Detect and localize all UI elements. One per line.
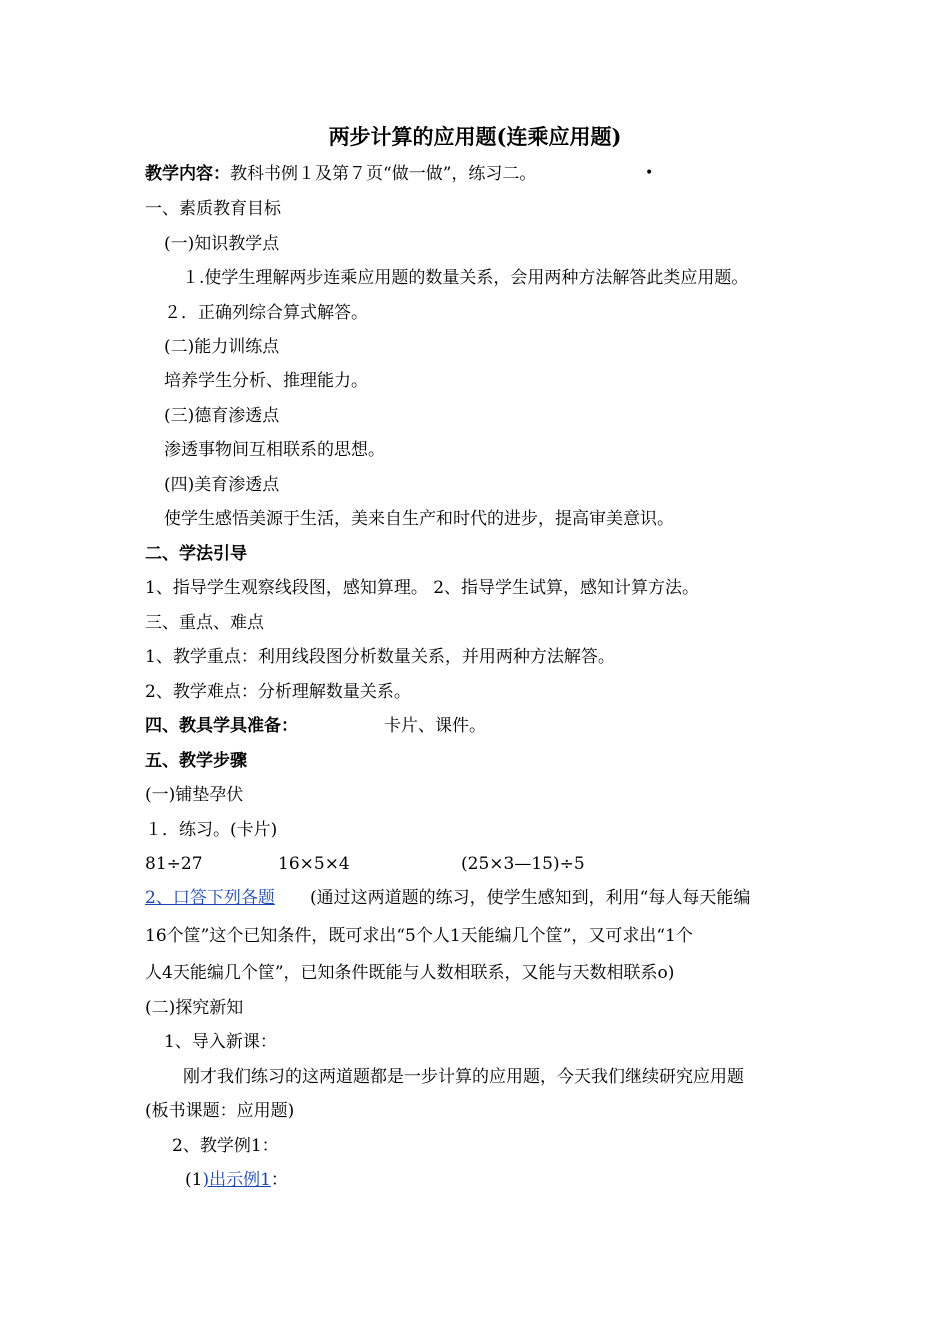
subsection-knowledge: (一)知识教学点: [164, 234, 280, 254]
oral-answer-link[interactable]: 2、口答下列各题: [145, 888, 275, 908]
subsection-aesthetic: (四)美育渗透点: [164, 475, 280, 495]
teaching-content-line: [145, 163, 536, 185]
exercise-3: (25×3—15)÷5: [461, 854, 585, 874]
show-example-suffix: ：: [270, 1170, 288, 1190]
page-title: 两步计算的应用题(连乘应用题): [328, 124, 622, 149]
teaching-content-label: 教学内容：: [145, 164, 230, 184]
subsection-explore: (二)探究新知: [145, 998, 244, 1018]
key-point: 1、教学重点：利用线段图分析数量关系，并用两种方法解答。: [145, 647, 615, 667]
section-heading-2: 二、学法引导: [145, 544, 247, 564]
oral-answer-line: [145, 887, 275, 909]
intro-lesson-text-1: 刚才我们练习的这两道题都是一步计算的应用题，今天我们继续研究应用题: [183, 1067, 744, 1087]
intro-lesson-text-2: (板书课题：应用题): [145, 1101, 295, 1121]
intro-lesson-label: 1、导入新课：: [164, 1032, 277, 1052]
section-heading-3: 三、重点、难点: [145, 613, 264, 633]
subsection-ability: (二)能力训练点: [164, 337, 280, 357]
example-label: 2、教学例1：: [172, 1136, 279, 1156]
difficult-point: 2、教学难点：分析理解数量关系。: [145, 682, 411, 702]
oral-answer-text-1: (通过这两道题的练习，使学生感知到，利用“每人每天能编: [310, 888, 751, 908]
method-guide-text: 1、指导学生观察线段图，感知算理。 2、指导学生试算，感知计算方法。: [145, 578, 700, 598]
section-heading-1: 一、素质教育目标: [145, 199, 281, 219]
subsection-moral: (三)德育渗透点: [164, 406, 280, 426]
section-heading-4-line: [145, 715, 298, 737]
oral-answer-text-2: 16个筐”这个已知条件，既可求出“5个人1天能编几个筐”，又可求出“1个: [145, 926, 693, 946]
teaching-content-text: 教科书例１及第７页“做一做”，练习二。: [230, 164, 537, 184]
exercise-1: 81÷27: [145, 854, 203, 874]
show-example-line: [185, 1169, 288, 1191]
subsection-preparation: (一)铺垫孕伏: [145, 785, 244, 805]
show-example-link[interactable]: )出示例1: [202, 1170, 271, 1190]
knowledge-item-1: １.使学生理解两步连乘应用题的数量关系，会用两种方法解答此类应用题。: [182, 268, 749, 288]
oral-answer-text-3: 人4天能编几个筐”，已知条件既能与人数相联系，又能与天数相联系o): [145, 963, 675, 983]
exercise-2: 16×5×4: [278, 854, 350, 874]
bullet-mark: •: [645, 165, 654, 181]
section-heading-4: 四、教具学具准备：: [145, 716, 298, 736]
teaching-aids-text: 卡片、课件。: [384, 716, 486, 736]
moral-text: 渗透事物间互相联系的思想。: [164, 440, 385, 460]
aesthetic-text: 使学生感悟美源于生活，美来自生产和时代的进步，提高审美意识。: [164, 509, 674, 529]
section-heading-5: 五、教学步骤: [145, 751, 247, 771]
show-example-prefix: (1: [185, 1170, 203, 1190]
ability-text: 培养学生分析、推理能力。: [164, 371, 368, 391]
knowledge-item-2: ２．正确列综合算式解答。: [164, 303, 368, 323]
practice-label: １．练习。(卡片): [145, 820, 278, 840]
